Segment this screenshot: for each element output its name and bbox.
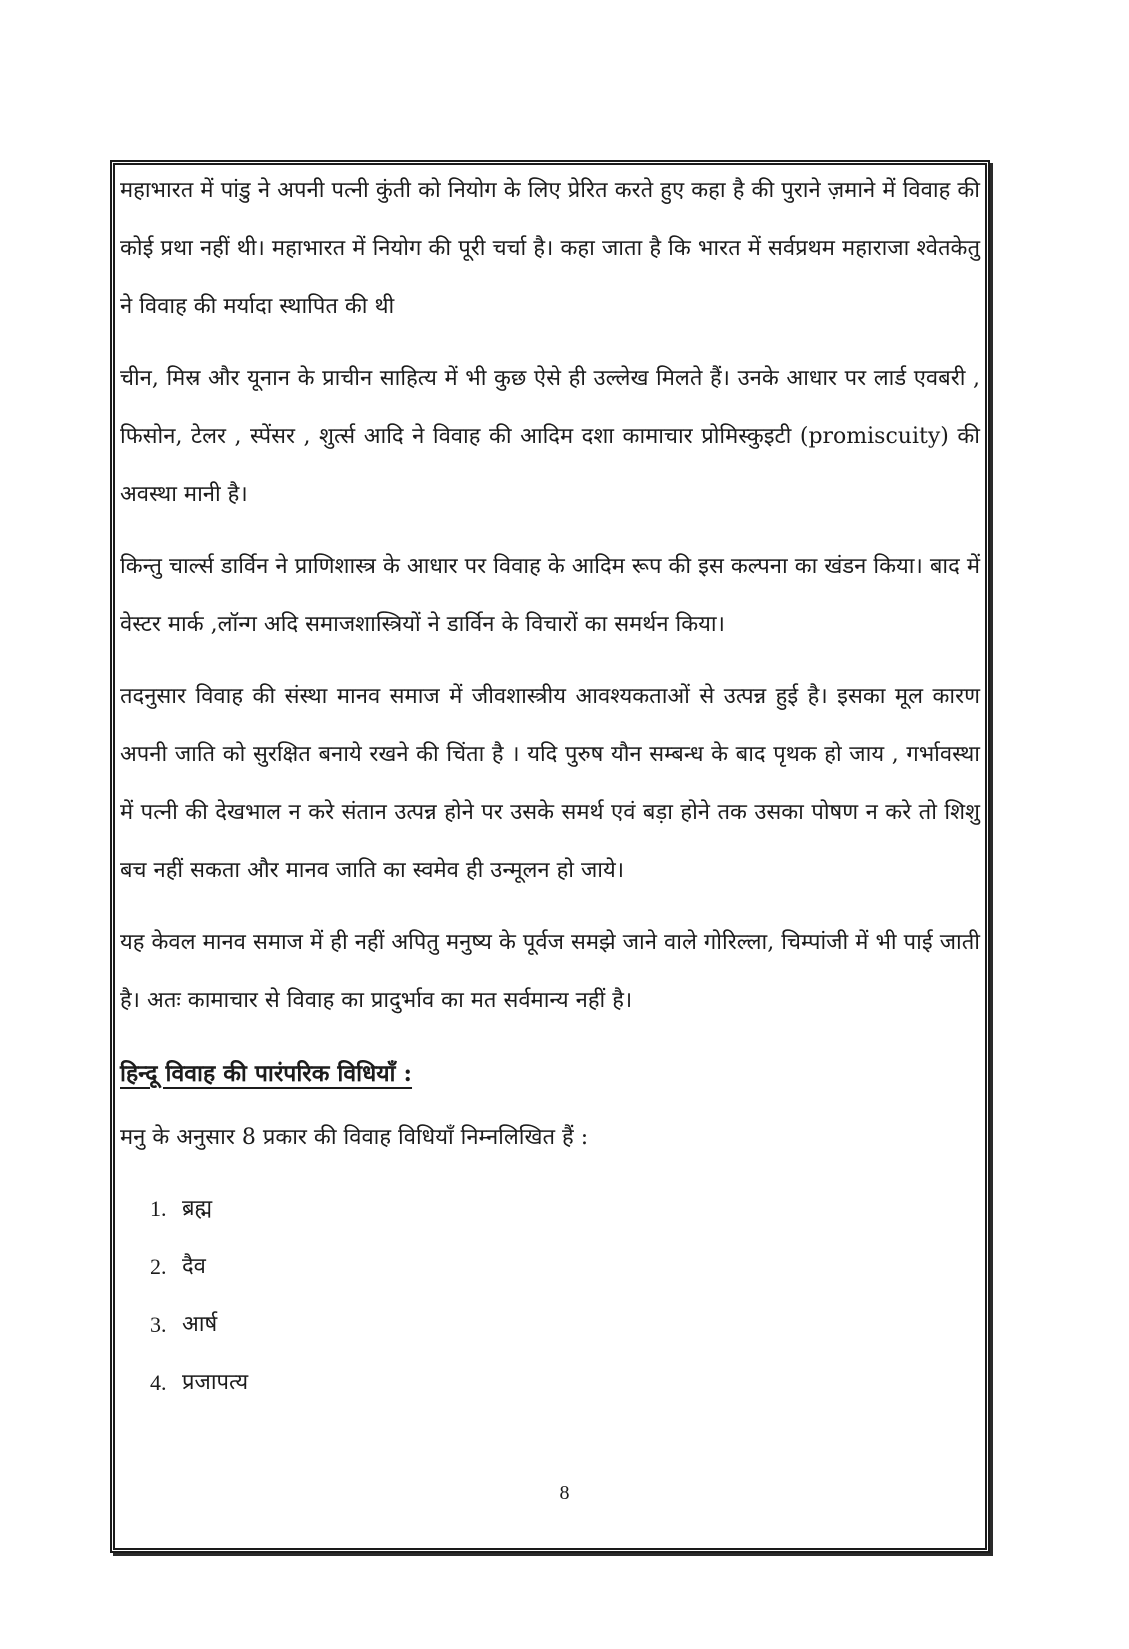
section-heading-text: हिन्दू विवाह की पारंपरिक विधियाँ :: [120, 1060, 413, 1087]
page-content: [120, 162, 980, 1412]
list-item-number: 3.: [150, 1312, 167, 1337]
list-item: [150, 1354, 980, 1412]
list-item: [150, 1238, 980, 1296]
paragraph-primates: यह केवल मानव समाज में ही नहीं अपितु मनुष्य के पूर्वज समझे जाने वाले गोरिल्ला, चिम्पांजी में भी पाई जाती है। अतः कामाचार से विवाह का प्रादुर्भाव का मत सर्वमान्य नहीं है।: [120, 930, 980, 1013]
list-item: [150, 1180, 980, 1238]
list-item-label: दैव: [182, 1254, 206, 1279]
list-item-label: प्रजापत्य: [182, 1370, 249, 1395]
paragraph-ancient-literature: चीन, मिस्र और यूनान के प्राचीन साहित्य में भी कुछ ऐसे ही उल्लेख मिलते हैं। उनके आधार पर लार्ड एवबरी , फिसोन, टेलर , स्पेंसर , शुर्त्स आदि ने विवाह की आदिम दशा कामाचार प्रोमिस्कुइटी (promiscuity) की अवस्था मानी है।: [120, 366, 980, 507]
methods-intro: मनु के अनुसार 8 प्रकार की विवाह विधियाँ निम्नलिखित हैं :: [120, 1125, 589, 1150]
paragraph-biological-needs: तदनुसार विवाह की संस्था मानव समाज में जीवशास्त्रीय आवश्यकताओं से उत्पन्न हुई है। इसका मूल कारण अपनी जाति को सुरक्षित बनाये रखने की चिंता है । यदि पुरुष यौन सम्बन्ध के बाद पृथक हो जाय , गर्भावस्था में पत्नी की देखभाल न करे संतान उत्पन्न होने पर उसके समर्थ एवं बड़ा होने तक उसका पोषण न करे तो शिशु बच नहीं सकता और मानव जाति का स्वमेव ही उन्मूलन हो जाये।: [120, 684, 980, 883]
list-item-number: 2.: [150, 1254, 167, 1279]
list-item-label: आर्ष: [182, 1312, 218, 1337]
paragraph-darwin: किन्तु चार्ल्स डार्विन ने प्राणिशास्त्र के आधार पर विवाह के आदिम रूप की इस कल्पना का खंडन किया। बाद में वेस्टर मार्क ,लॉन्ग अदि समाजशास्त्रियों ने डार्विन के विचारों का समर्थन किया।: [120, 554, 980, 637]
paragraph-mahabharat: महाभारत में पांडु ने अपनी पत्नी कुंती को नियोग के लिए प्रेरित करते हुए कहा है की पुराने ज़माने में विवाह की कोई प्रथा नहीं थी। महाभारत में नियोग की पूरी चर्चा है। कहा जाता है कि भारत में सर्वप्रथम महाराजा श्वेतकेतु ने विवाह की मर्यादा स्थापित की थी: [120, 178, 980, 319]
section-heading: [120, 1054, 980, 1094]
list-item: [150, 1296, 980, 1354]
list-item-number: 1.: [150, 1196, 167, 1221]
list-item-label: ब्रह्म: [182, 1196, 213, 1221]
page-number: 8: [559, 1482, 570, 1504]
marriage-methods-list: [120, 1180, 980, 1412]
list-item-number: 4.: [150, 1370, 167, 1395]
